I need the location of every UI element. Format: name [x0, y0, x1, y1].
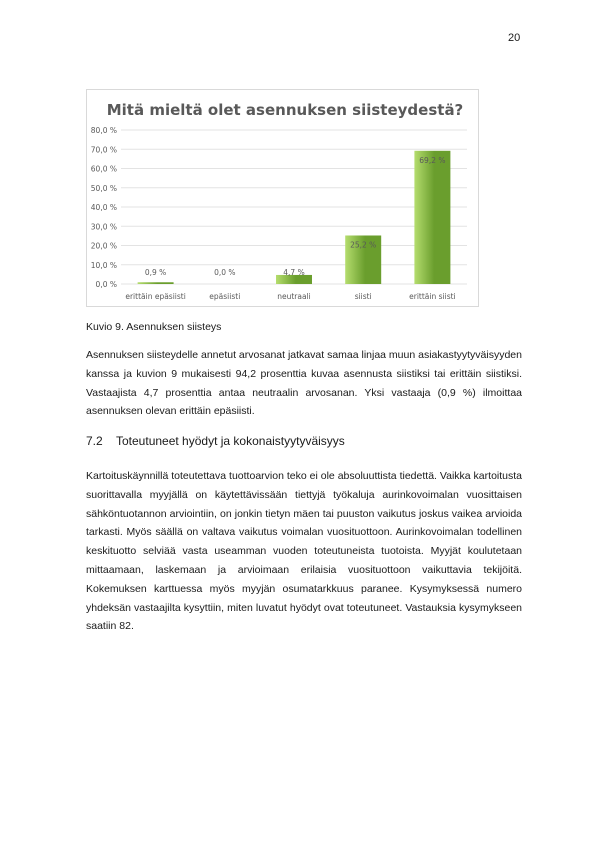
bar-data-label: 25,2 %: [350, 240, 377, 250]
x-tick-label: siisti: [354, 292, 372, 301]
y-tick-label: 30,0 %: [90, 222, 117, 232]
section-title: Toteutuneet hyödyt ja kokonaistyytyväisyys: [116, 434, 345, 448]
y-tick-label: 20,0 %: [90, 241, 117, 251]
x-tick-label: epäsiisti: [209, 292, 241, 301]
bar-data-labels: [145, 156, 446, 277]
bar-data-label: 4,7 %: [283, 268, 305, 277]
chart-title: Mitä mieltä olet asennuksen siisteydestä?: [106, 101, 464, 119]
y-tick-label: 0,0 %: [95, 280, 117, 289]
chart-bars: [138, 151, 451, 284]
bar-data-label: 0,0 %: [214, 268, 236, 277]
y-tick-label: 10,0 %: [90, 260, 117, 270]
section-number: 7.2: [86, 434, 103, 448]
body-paragraph-2: Kartoituskäynnillä toteutettava tuottoarvion teko ei ole absoluuttista tiedettä. Vaikka kartoitusta suorittavalla myyjällä on käytettävissään tiettyjä työkaluja aurinkovoimalan vuosittaisen sähköntuotannon arviointiin, on jonkin tietyn mäen tai puuston vaikutus joskus vaikea arvioida tarkasti. Myös säällä on valtava vaikutus voimalan vuosituottoon. Aurinkovoimalan todellinen keskituotto selviää vasta useamman vuoden toteutuneista tuotoista. Myyjät koulutetaan mittaamaan, laskemaan ja arvioimaan erilaisia vuosituottoon vaikuttavia tekijöitä. Kokemuksen karttuessa myös myyjän osumatarkkuus paranee. Kysymyksessä numero yhdeksän vastaajilta kysyttiin, miten luvatut hyödyt ovat toteutuneet. Vastauksia kysymykseen saatiin 82.: [86, 470, 522, 633]
body-paragraph-1: Asennuksen siisteydelle annetut arvosanat jatkavat samaa linjaa muun asiakastyytyväisyyden kanssa ja kuvion 9 mukaisesti 94,2 prosenttia kuvaa asennusta siistiksi tai erittäin siistiksi. Vastaajista 4,7 prosenttia antaa neutraalin arvosanan. Yksi vastaaja (0,9 %) ilmoittaa asennuksen olevan erittäin epäsiisti.: [86, 349, 522, 418]
y-tick-label: 80,0 %: [90, 126, 117, 135]
bar-0: [138, 282, 174, 284]
x-tick-label: erittäin epäsiisti: [125, 292, 186, 301]
page-number: 20: [508, 32, 521, 44]
bar-chart: [86, 89, 479, 307]
y-tick-label: 70,0 %: [90, 145, 117, 155]
y-tick-label: 50,0 %: [90, 183, 117, 193]
x-tick-label: erittäin siisti: [409, 292, 456, 301]
y-tick-label: 60,0 %: [90, 164, 117, 174]
x-tick-label: neutraali: [277, 292, 311, 301]
bar-data-label: 69,2 %: [419, 155, 446, 165]
figure-caption: Kuvio 9. Asennuksen siisteys: [86, 321, 222, 333]
chart-canvas: [87, 90, 480, 308]
y-axis-ticks: [91, 126, 117, 289]
y-tick-label: 40,0 %: [90, 203, 117, 212]
bar-data-label: 0,9 %: [144, 268, 167, 277]
x-axis-ticks: [125, 292, 455, 301]
section-heading: [86, 434, 345, 448]
bar-4: [414, 151, 450, 284]
